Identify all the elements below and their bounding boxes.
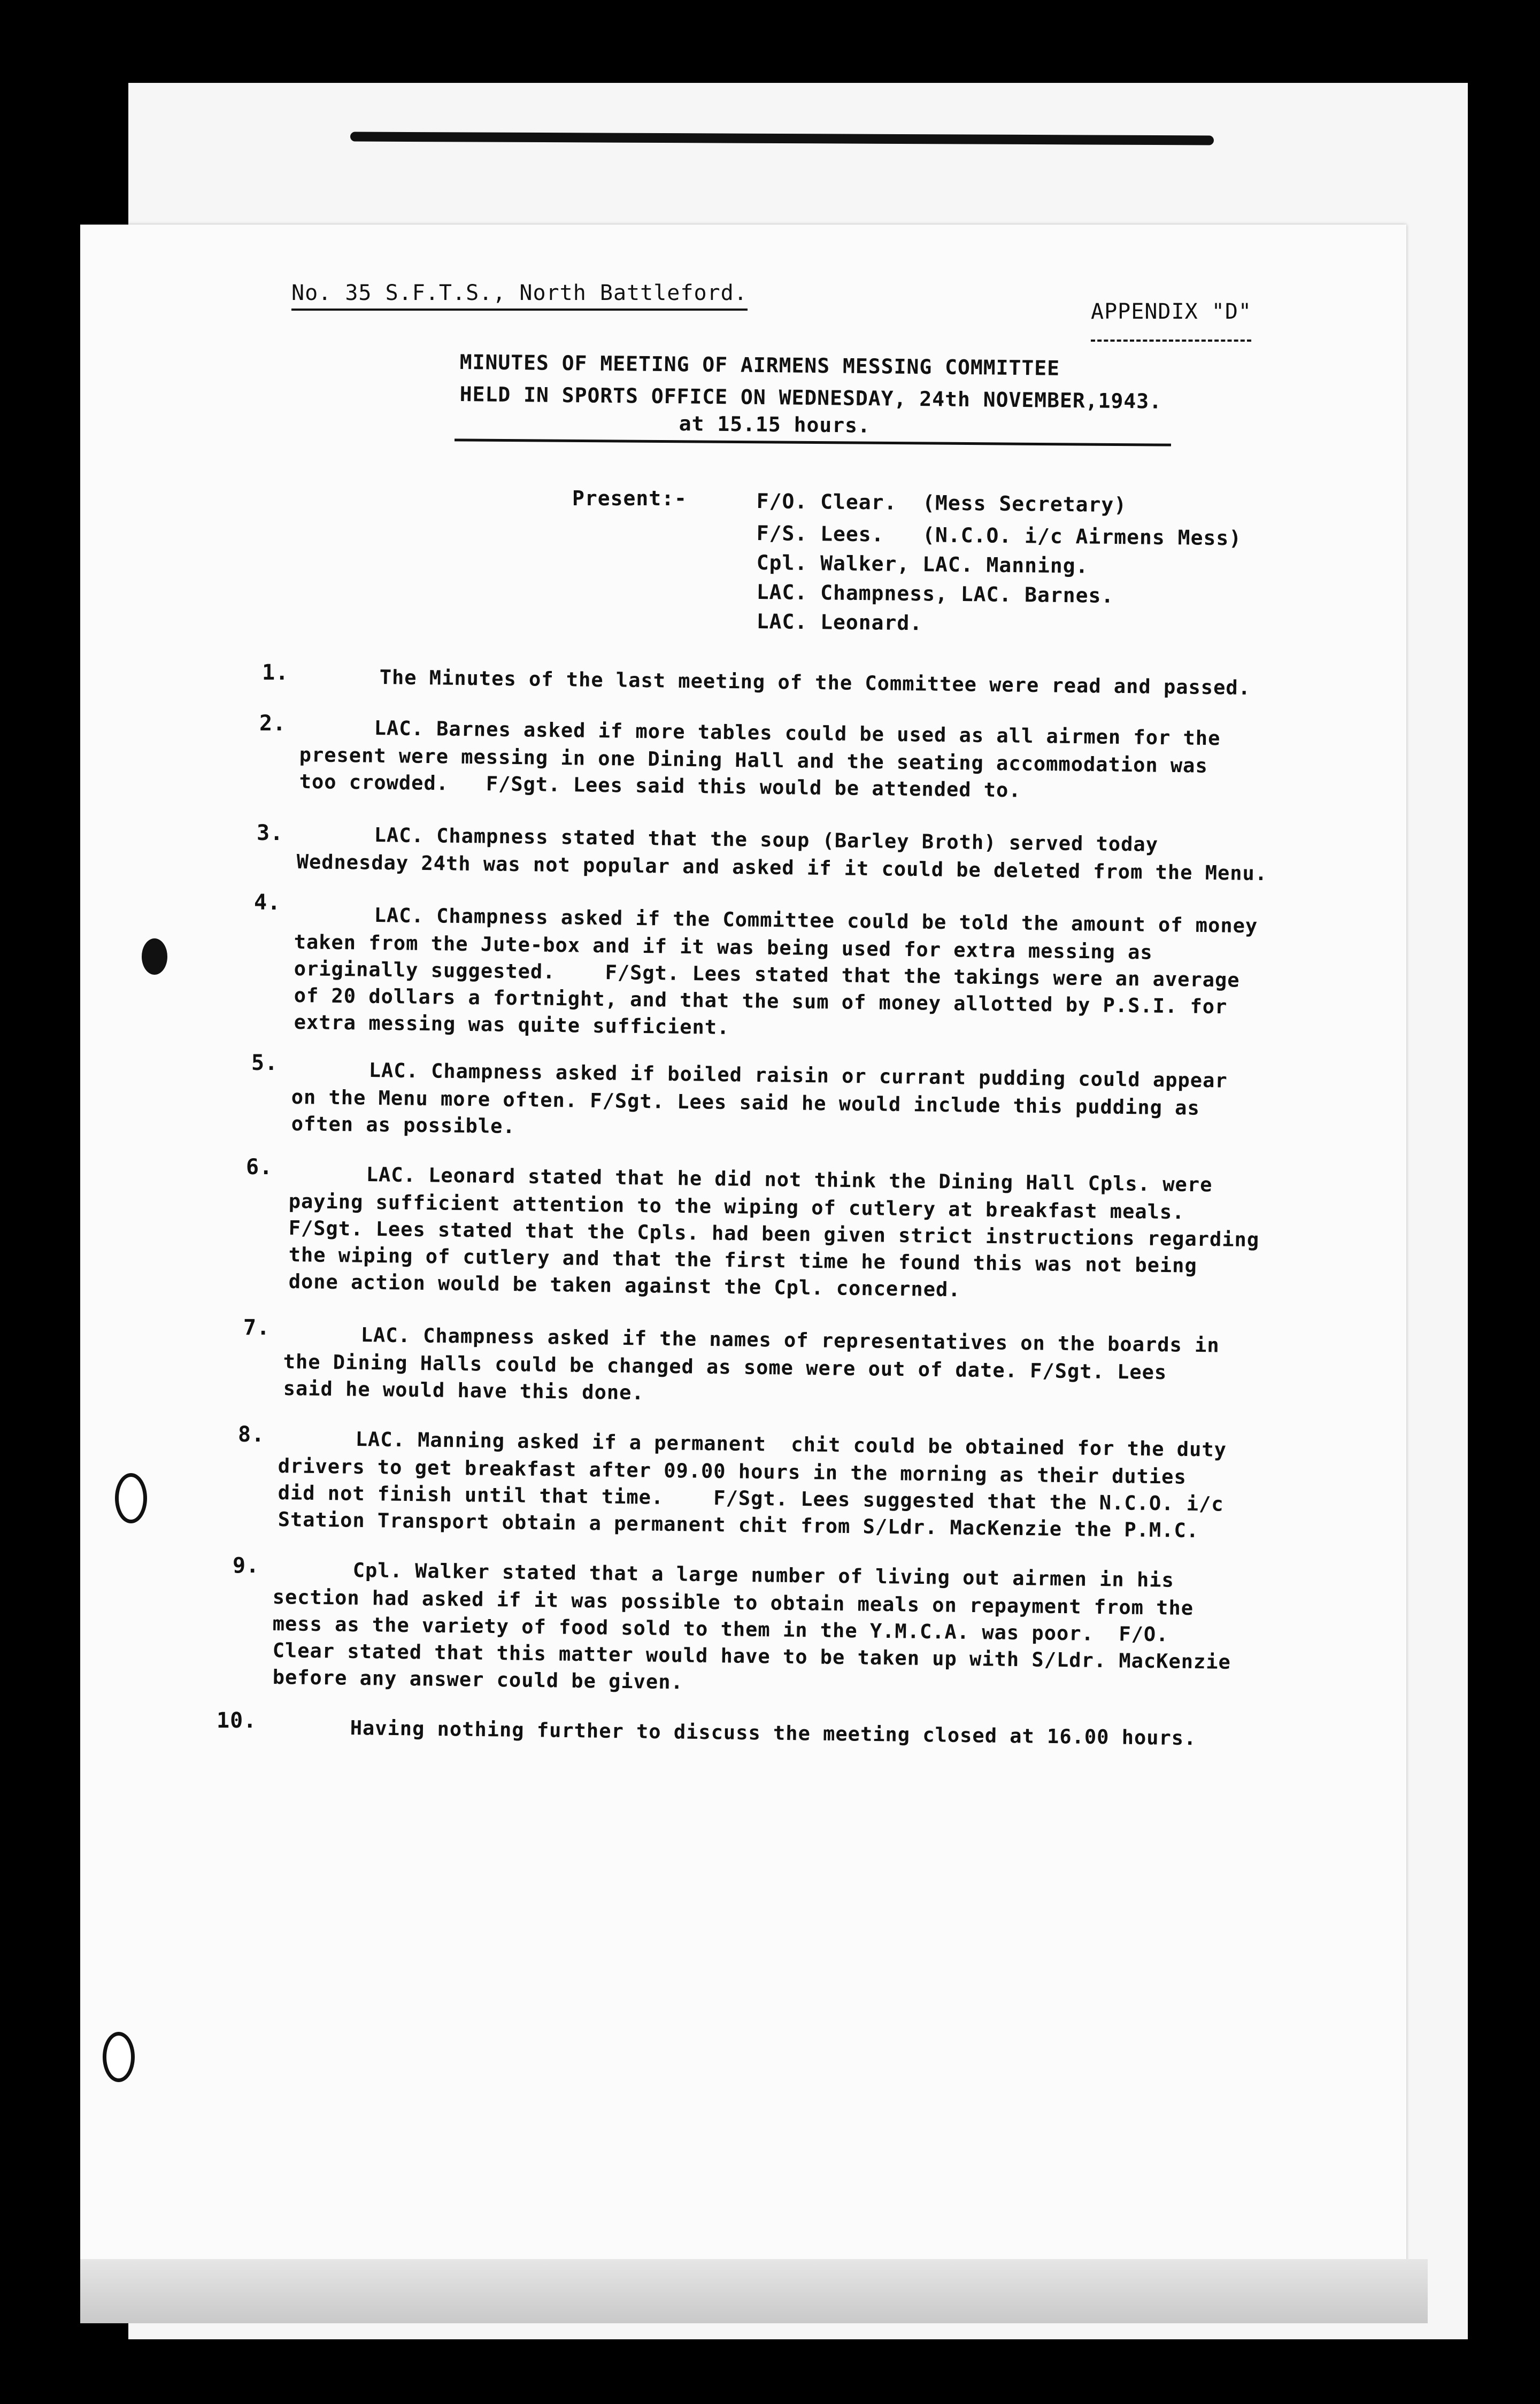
- item-number: 4.: [254, 890, 281, 915]
- attendee: F/S. Lees. (N.C.O. i/c Airmens Mess): [756, 521, 1242, 550]
- attendee: LAC. Champness, LAC. Barnes.: [756, 580, 1114, 607]
- item-line: paying sufficient attention to the wiping of cutlery at breakfast meals.: [288, 1190, 1185, 1224]
- item-line: F/Sgt. Lees stated that the Cpls. had been given strict instructions regarding: [288, 1216, 1260, 1252]
- item-line: section had asked if it was possible to obtain meals on repayment from the: [272, 1585, 1194, 1620]
- item-line: said he would have this done.: [283, 1377, 644, 1405]
- item-line: extra messing was quite sufficient.: [294, 1011, 730, 1039]
- attendee: Cpl. Walker, LAC. Manning.: [756, 551, 1089, 578]
- item-line: Having nothing further to discuss the meeting closed at 16.00 hours.: [350, 1716, 1197, 1750]
- item-line: done action would be taken against the Cpl. concerned.: [288, 1270, 961, 1301]
- item-line: LAC. Champness asked if the Committee could be told the amount of money: [374, 904, 1258, 938]
- item-number: 2.: [259, 711, 287, 736]
- item-line: LAC. Champness asked if the names of representatives on the boards in: [360, 1323, 1220, 1357]
- item-line: did not finish until that time. F/Sgt. Lees suggested that the N.C.O. i/c: [278, 1481, 1224, 1516]
- title-line-1: MINUTES OF MEETING OF AIRMENS MESSING COMMITTEE: [459, 350, 1060, 380]
- item-line: the Dining Halls could be changed as some were out of date. F/Sgt. Lees: [283, 1350, 1167, 1384]
- item-line: The Minutes of the last meeting of the Committee were read and passed.: [379, 666, 1251, 699]
- item-number: 7.: [243, 1315, 271, 1340]
- unit-header: No. 35 S.F.T.S., North Battleford.: [291, 281, 748, 311]
- appendix-underline: [1091, 340, 1251, 342]
- attendee: LAC. Leonard.: [756, 610, 923, 635]
- title-line-3: at 15.15 hours.: [679, 412, 871, 437]
- item-line: LAC. Barnes asked if more tables could be used as all airmen for the: [374, 716, 1221, 750]
- item-line: of 20 dollars a fortnight, and that the sum of money allotted by P.S.I. for: [294, 984, 1228, 1019]
- punch-hole-icon: [115, 1473, 147, 1523]
- item-number: 9.: [233, 1553, 260, 1578]
- item-number: 3.: [257, 821, 284, 845]
- item-line: mess as the variety of food sold to them in the Y.M.C.A. was poor. F/O.: [272, 1612, 1169, 1646]
- item-number: 5.: [251, 1051, 279, 1075]
- item-line: Wednesday 24th was not popular and asked if it could be deleted from the Menu.: [296, 850, 1268, 885]
- appendix-label: APPENDIX "D": [1091, 299, 1252, 324]
- item-line: LAC. Manning asked if a permanent chit could be obtained for the duty: [355, 1428, 1227, 1461]
- item-line: on the Menu more often. F/Sgt. Lees said he would include this pudding as: [291, 1085, 1200, 1120]
- item-line: Clear stated that this matter would have to be taken up with S/Ldr. MacKenzie: [272, 1639, 1231, 1674]
- item-line: present were messing in one Dining Hall and the seating accommodation was: [299, 743, 1208, 777]
- item-line: LAC. Champness asked if boiled raisin or currant pudding could appear: [368, 1059, 1228, 1092]
- item-line: LAC. Leonard stated that he did not think the Dining Hall Cpls. were: [366, 1163, 1213, 1197]
- item-number: 8.: [238, 1422, 265, 1447]
- punch-hole-icon: [103, 2032, 135, 2082]
- item-line: often as possible.: [291, 1112, 515, 1138]
- item-line: Cpl. Walker stated that a large number of living out airmen in his: [352, 1559, 1175, 1592]
- item-line: Station Transport obtain a permanent chit from S/Ldr. MacKenzie the P.M.C.: [278, 1508, 1199, 1543]
- item-line: drivers to get breakfast after 09.00 hours in the morning as their duties: [278, 1454, 1187, 1489]
- present-label: Present:-: [572, 487, 687, 510]
- item-number: 1.: [262, 660, 289, 685]
- item-line: before any answer could be given.: [272, 1666, 684, 1694]
- item-number: 6.: [246, 1155, 273, 1180]
- ink-mark-icon: [142, 938, 167, 975]
- item-line: LAC. Champness stated that the soup (Barley Broth) served today: [374, 823, 1159, 856]
- item-line: taken from the Jute-box and if it was being used for extra messing as: [294, 930, 1153, 964]
- item-number: 10.: [217, 1708, 257, 1733]
- title-line-2: HELD IN SPORTS OFFICE ON WEDNESDAY, 24th NOVEMBER,1943.: [459, 382, 1162, 413]
- item-line: originally suggested. F/Sgt. Lees stated that the takings were an average: [294, 957, 1240, 992]
- item-line: too crowded. F/Sgt. Lees said this would be attended to.: [299, 770, 1021, 802]
- page-bottom-edge: [80, 2259, 1428, 2323]
- attendee: F/O. Clear. (Mess Secretary): [756, 489, 1127, 517]
- item-line: the wiping of cutlery and that the first time he found this was not being: [288, 1243, 1198, 1277]
